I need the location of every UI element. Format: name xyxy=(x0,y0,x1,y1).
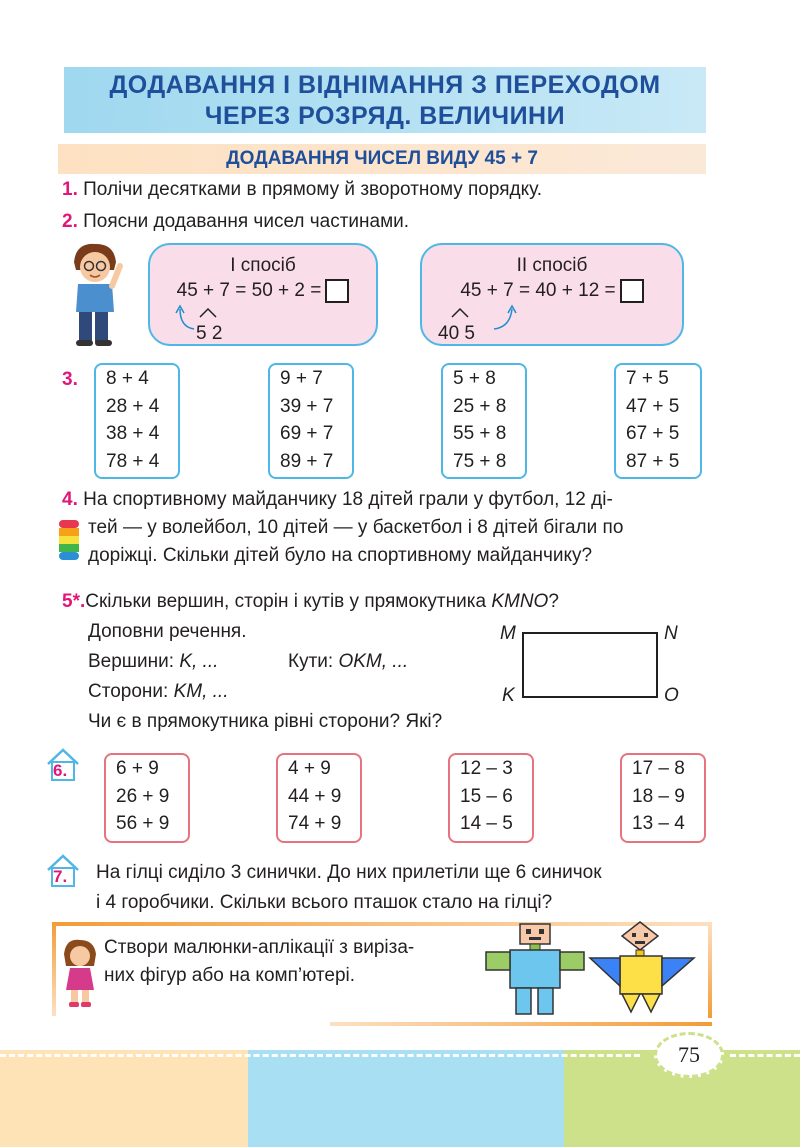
answer-box-2[interactable] xyxy=(620,279,644,303)
frame-right xyxy=(708,922,712,1018)
method-1-title: І спосіб xyxy=(230,255,296,276)
pencils-icon xyxy=(58,516,80,566)
method-2-box xyxy=(420,243,684,346)
page-number: 75 xyxy=(654,1032,724,1078)
footer-dashed-line xyxy=(0,1054,640,1057)
expression: 13 – 4 xyxy=(632,813,685,834)
corner-k-label: K xyxy=(502,685,515,706)
page-title-line2: ЧЕРЕЗ РОЗРЯД. ВЕЛИЧИНИ xyxy=(204,102,566,130)
task-5-line2: Доповни речення. xyxy=(88,621,247,642)
task-6-column-3 xyxy=(448,753,534,843)
page-title-line1: ДОДАВАННЯ І ВІДНІМАННЯ З ПЕРЕХОДОМ xyxy=(109,71,661,99)
robot-figures xyxy=(482,920,702,1016)
task-5-vertices: Вершини: K, ... xyxy=(88,651,219,672)
task-4-line2: тей — у волейбол, 10 дітей — у баскетбол і 8 дітей бігали по xyxy=(88,517,624,538)
task-7-line1: На гілці сиділо 3 синички. До них прилетіли ще 6 синичок xyxy=(96,862,602,883)
task-4-line3: доріжці. Скільки дітей було на спортивному майданчику? xyxy=(88,545,593,566)
expression: 28 + 4 xyxy=(106,395,160,417)
girl-illustration xyxy=(60,938,100,1010)
task-4-number: 4. xyxy=(62,489,78,510)
task-6-column-1 xyxy=(104,753,190,843)
expression: 39 + 7 xyxy=(280,395,334,417)
expression: 4 + 9 xyxy=(288,758,331,779)
corner-n-label: N xyxy=(664,623,678,644)
section-subtitle: ДОДАВАННЯ ЧИСЕЛ ВИДУ 45 + 7 xyxy=(58,144,706,174)
expression: 15 – 6 xyxy=(460,785,513,807)
answer-box-1[interactable] xyxy=(325,279,349,303)
expression: 14 – 5 xyxy=(460,813,513,834)
task-5-sides: Сторони: KM, ... xyxy=(88,681,229,702)
method-1-parts: 5 2 xyxy=(196,323,223,344)
expression: 69 + 7 xyxy=(280,423,334,444)
method-1-expression: 45 + 7 = 50 + 2 = xyxy=(176,280,322,302)
frame-left xyxy=(52,922,56,1016)
rectangle-name: KMNO xyxy=(491,591,549,612)
task-4-line1: На спортивному майданчику 18 дітей грали у футбол, 12 ді- xyxy=(83,489,613,510)
footer-band-peach xyxy=(0,1050,248,1147)
expression: 5 + 8 xyxy=(453,368,496,389)
expression: 67 + 5 xyxy=(626,423,680,444)
rectangle-kmno xyxy=(522,632,658,698)
expression: 55 + 8 xyxy=(453,423,507,444)
task-5-angles: Кути: OKM, ... xyxy=(288,651,409,672)
task-5-line5: Чи є в прямокутника рівні сторони? Які? xyxy=(88,711,443,732)
task-1 xyxy=(62,176,542,204)
expression: 47 + 5 xyxy=(626,395,680,417)
method-2-parts: 40 5 xyxy=(438,323,475,344)
expression: 89 + 7 xyxy=(280,450,334,472)
expression: 56 + 9 xyxy=(116,813,170,834)
method-2-expression: 45 + 7 = 40 + 12 = xyxy=(460,280,616,302)
expression: 78 + 4 xyxy=(106,450,160,472)
expression: 26 + 9 xyxy=(116,785,170,807)
task-3-number: 3. xyxy=(62,369,78,390)
task-6-column-2 xyxy=(276,753,362,843)
expression: 9 + 7 xyxy=(280,368,323,389)
task-3-column-3 xyxy=(441,363,527,479)
expression: 12 – 3 xyxy=(460,758,513,779)
task-6-number: 6. xyxy=(53,761,68,780)
task-1-text: Полічи десятками в прямому й зворотному порядку. xyxy=(83,179,542,200)
task-7-number: 7. xyxy=(53,867,68,886)
boy-illustration xyxy=(66,240,130,348)
expression: 44 + 9 xyxy=(288,785,342,807)
task-3-column-4 xyxy=(614,363,702,479)
task-7-line2: і 4 горобчики. Скільки всього пташок стало на гілці? xyxy=(96,892,553,913)
expression: 87 + 5 xyxy=(626,450,680,472)
method-2-arrows xyxy=(442,303,532,333)
expression: 18 – 9 xyxy=(632,785,685,807)
creative-line1: Створи малюнки-аплікації з виріза- xyxy=(104,937,415,958)
page-title-box xyxy=(64,67,706,133)
task-2-text: Поясни додавання чисел частинами. xyxy=(83,211,410,232)
task-5-number: 5*. xyxy=(62,591,86,612)
task-5-line1: 5*.Скільки вершин, сторін і кутів у прямокутника KMNO? xyxy=(62,591,559,612)
expression: 17 – 8 xyxy=(632,758,685,779)
creative-line2: них фігур або на комп’ютері. xyxy=(104,965,356,986)
frame-bottom xyxy=(330,1022,712,1026)
footer-dashed-line xyxy=(730,1054,800,1057)
task-1-number: 1. xyxy=(62,179,78,200)
task-4 xyxy=(62,486,613,514)
task-3-column-1 xyxy=(94,363,180,479)
expression: 74 + 9 xyxy=(288,813,342,834)
footer-band-blue xyxy=(248,1050,564,1147)
expression: 6 + 9 xyxy=(116,758,159,779)
method-1-arrows xyxy=(168,303,238,333)
task-3-column-2 xyxy=(268,363,354,479)
expression: 38 + 4 xyxy=(106,423,160,444)
method-2-title: ІІ спосіб xyxy=(516,255,588,276)
corner-m-label: M xyxy=(500,623,516,644)
corner-o-label: O xyxy=(664,685,679,706)
expression: 8 + 4 xyxy=(106,368,149,389)
task-2 xyxy=(62,208,409,236)
expression: 75 + 8 xyxy=(453,450,507,472)
method-1-box xyxy=(148,243,378,346)
task-2-number: 2. xyxy=(62,211,78,232)
expression: 7 + 5 xyxy=(626,368,669,389)
expression: 25 + 8 xyxy=(453,395,507,417)
task-6-column-4 xyxy=(620,753,706,843)
